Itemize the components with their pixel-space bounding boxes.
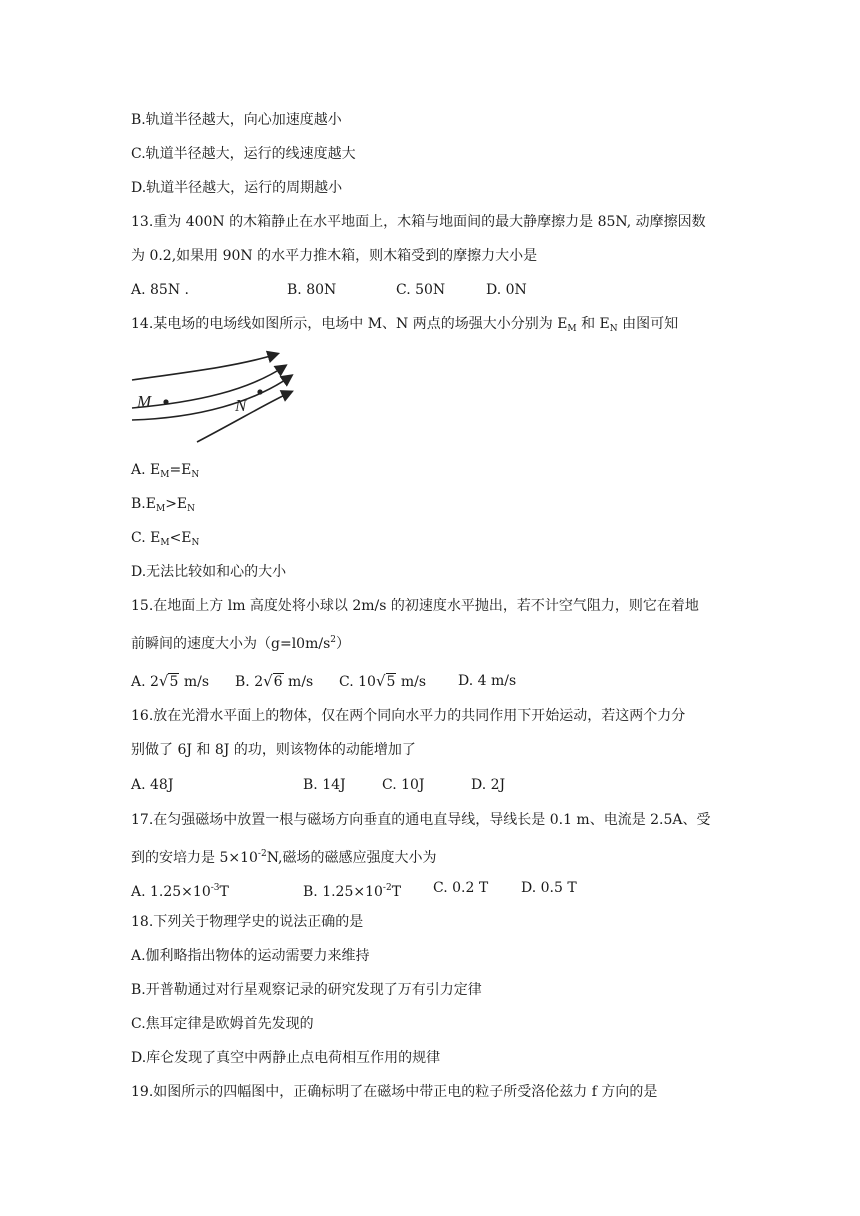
q16-stem-line1: 16.放在光滑水平面上的物体，仅在两个同向水平力的共同作用下开始运动，若这两个力分 [131,708,686,724]
q15-option-a: A. 2√5 m/s [131,672,210,690]
q13-option-a: A. 85N . [131,282,189,298]
point-m-dot [163,399,168,404]
q12-option-b: B.轨道半径越大，向心加速度越小 [131,112,342,128]
q14-option-b: $B.E_M>E_N$ [131,496,196,514]
q13-option-b: B. 80N [287,282,337,298]
field-line-2 [132,366,285,408]
q14-option-a: A. $E_M=E_N$ [131,462,200,480]
q18-option-b: B.开普勒通过对行星观察记录的研究发现了万有引力定律 [131,982,482,998]
q14-option-c: C. $E_M<E_N$ [131,530,200,548]
q17-option-d: D. 0.5 T [521,880,577,896]
q13-stem-line1: 13.重为 400N 的木箱静止在水平地面上，木箱与地面间的最大静摩擦力是 85N, 动摩擦因数 [131,214,706,230]
q17-stem-line1: 17.在匀强磁场中放置一根与磁场方向垂直的通电直导线，导线长是 0.1 m、电流是 2.5A、受 [131,812,711,828]
q14-option-d: D.无法比较如和心的大小 [131,564,287,580]
q19-stem: 19.如图所示的四幅图中，正确标明了在磁场中带正电的粒子所受洛伦兹力 f 方向的是 [131,1084,658,1100]
q18-option-a: A.伽利略指出物体的运动需要力来维持 [131,948,370,964]
q15-stem-line1: 15.在地面上方 lm 高度处将小球以 2m/s 的初速度水平抛出，若不计空气阻力，则它在着地 [131,598,699,614]
q17-option-a: A. $1.25\times 10^{-3}T$ [131,883,229,900]
q17-option-b: B. $1.25\times 10^{-2}T$ [303,883,402,900]
q13-option-c: C. 50N [396,282,446,298]
q16-option-c: C. 10J [382,777,425,793]
q13-option-d: D. 0N [486,282,527,298]
q15-option-b: B. 2√6 m/s [235,672,314,690]
q18-option-c: C.焦耳定律是欧姆首先发现的 [131,1016,314,1032]
q17-stem-line2: 到的安培力是 $5\times 10^{-2}N$,磁场的磁感应强度大小为 [131,849,437,866]
electric-field-lines-figure [129,350,299,448]
field-line-3 [132,376,291,420]
q18-stem: 18.下列关于物理学史的说法正确的是 [131,914,364,930]
q15-stem-line2: 前瞬间的速度大小为$(g=l0m/s^2)$ [131,635,350,652]
q13-stem-line2: 为 0.2,如果用 90N 的水平力推木箱，则木箱受到的摩擦力大小是 [131,248,538,264]
q15-option-d: D. 4 m/s [458,673,517,689]
q12-option-d: D.轨道半径越大，运行的周期越小 [131,180,343,196]
q16-stem-line2: 别做了 6J 和 8J 的功，则该物体的动能增加了 [131,742,416,758]
q18-option-d: D.库仑发现了真空中两静止点电荷相互作用的规律 [131,1050,441,1066]
q16-option-b: B. 14J [303,777,346,793]
q14-stem: 14.某电场的电场线如图所示，电场中 M、N 两点的场强大小分别为 $E_M$ 和 $E_N$ 由图可知 [131,316,679,334]
point-m-label: M [137,392,152,411]
q12-option-c: C.轨道半径越大，运行的线速度越大 [131,146,356,162]
q17-option-c: C. 0.2 T [433,880,489,896]
point-n-label: N [235,396,247,415]
q16-option-d: D. 2J [471,777,506,793]
q15-option-c: C. 10√5 m/s [339,672,427,690]
point-n-dot [257,389,262,394]
q16-option-a: A. 48J [131,777,174,793]
field-line-1 [132,354,277,380]
